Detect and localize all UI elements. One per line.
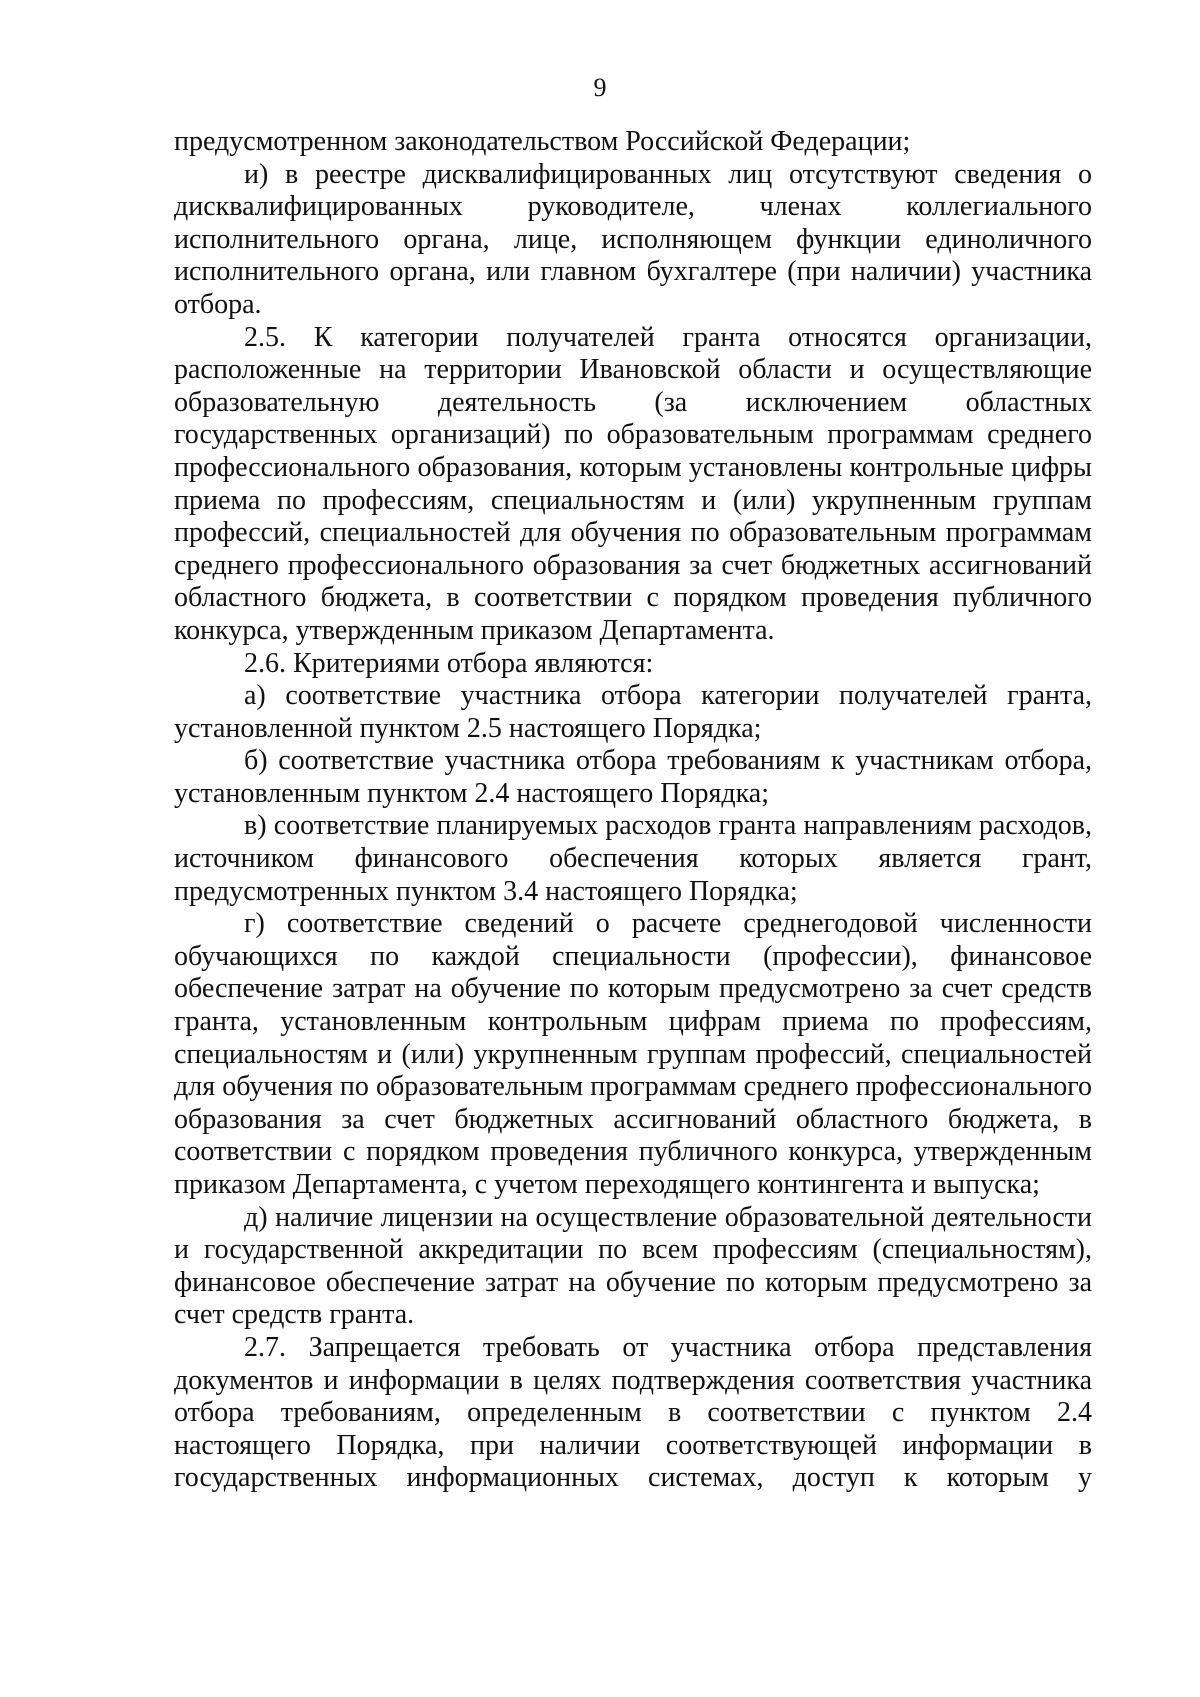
paragraph-item-v: в) соответствие планируемых расходов гранта направлениям расходов, источником финансового обеспечения которых является грант, предусмотренных пунктом 3.4 настоящего Порядка; [174, 810, 1092, 907]
paragraph-2-7: 2.7. Запрещается требовать от участника отбора представления документов и информации в целях подтверждения соответствия участника отбора требованиям, определенным в соответствии с пунктом 2.4 настоящего Порядка, при наличии соответствующей информации в государственных информационных системах, доступ к которым у [174, 1331, 1092, 1494]
document-body [174, 126, 1092, 1495]
paragraph-item-a: а) соответствие участника отбора категории получателей гранта, установленной пунктом 2.5 настоящего Порядка; [174, 680, 1092, 744]
paragraph-2-6: 2.6. Критериями отбора являются: [244, 647, 654, 679]
paragraph-continuation: предусмотренном законодательством Российской Федерации; [174, 126, 911, 157]
page-number: 9 [593, 73, 607, 102]
paragraph-item-d: д) наличие лицензии на осуществление образовательной деятельности и государственной аккредитации по всем профессиям (специальностям), финансовое обеспечение затрат на обучение по которым предусмотрено за счет средств гранта. [174, 1201, 1092, 1331]
paragraph-item-b: б) соответствие участника отбора требованиям к участникам отбора, установленным пунктом 2.4 настоящего Порядка; [174, 745, 1092, 809]
paragraph-2-5: 2.5. К категории получателей гранта относятся организации, расположенные на территории Ивановской области и осуществляющие образовательную деятельность (за исключением областных государственных организаций) по образовательным программам среднего профессионального образования, которым установлены контрольные цифры приема по профессиям, специальностям и (или) укрупненным группам профессий, специальностей для обучения по образовательным программам среднего профессионального образования за счет бюджетных ассигнований областного бюджета, в соответствии с порядком проведения публичного конкурса, утвержденным приказом Департамента. [174, 321, 1092, 646]
paragraph-item-i: и) в реестре дисквалифицированных лиц отсутствуют сведения о дисквалифицированных руководителе, членах коллегиального исполнительного органа, лице, исполняющем функции единоличного исполнительного органа, или главном бухгалтере (при наличии) участника отбора. [174, 158, 1092, 320]
paragraph-item-g: г) соответствие сведений о расчете среднегодовой численности обучающихся по каждой специальности (профессии), финансовое обеспечение затрат на обучение по которым предусмотрено за счет средств гранта, установленным контрольным цифрам приема по профессиям, специальностям и (или) укрупненным группам профессий, специальностей для обучения по образовательным программам среднего профессионального образования за счет бюджетных ассигнований областного бюджета, в соответствии с порядком проведения публичного конкурса, утвержденным приказом Департамента, с учетом переходящего контингента и выпуска; [174, 908, 1092, 1200]
